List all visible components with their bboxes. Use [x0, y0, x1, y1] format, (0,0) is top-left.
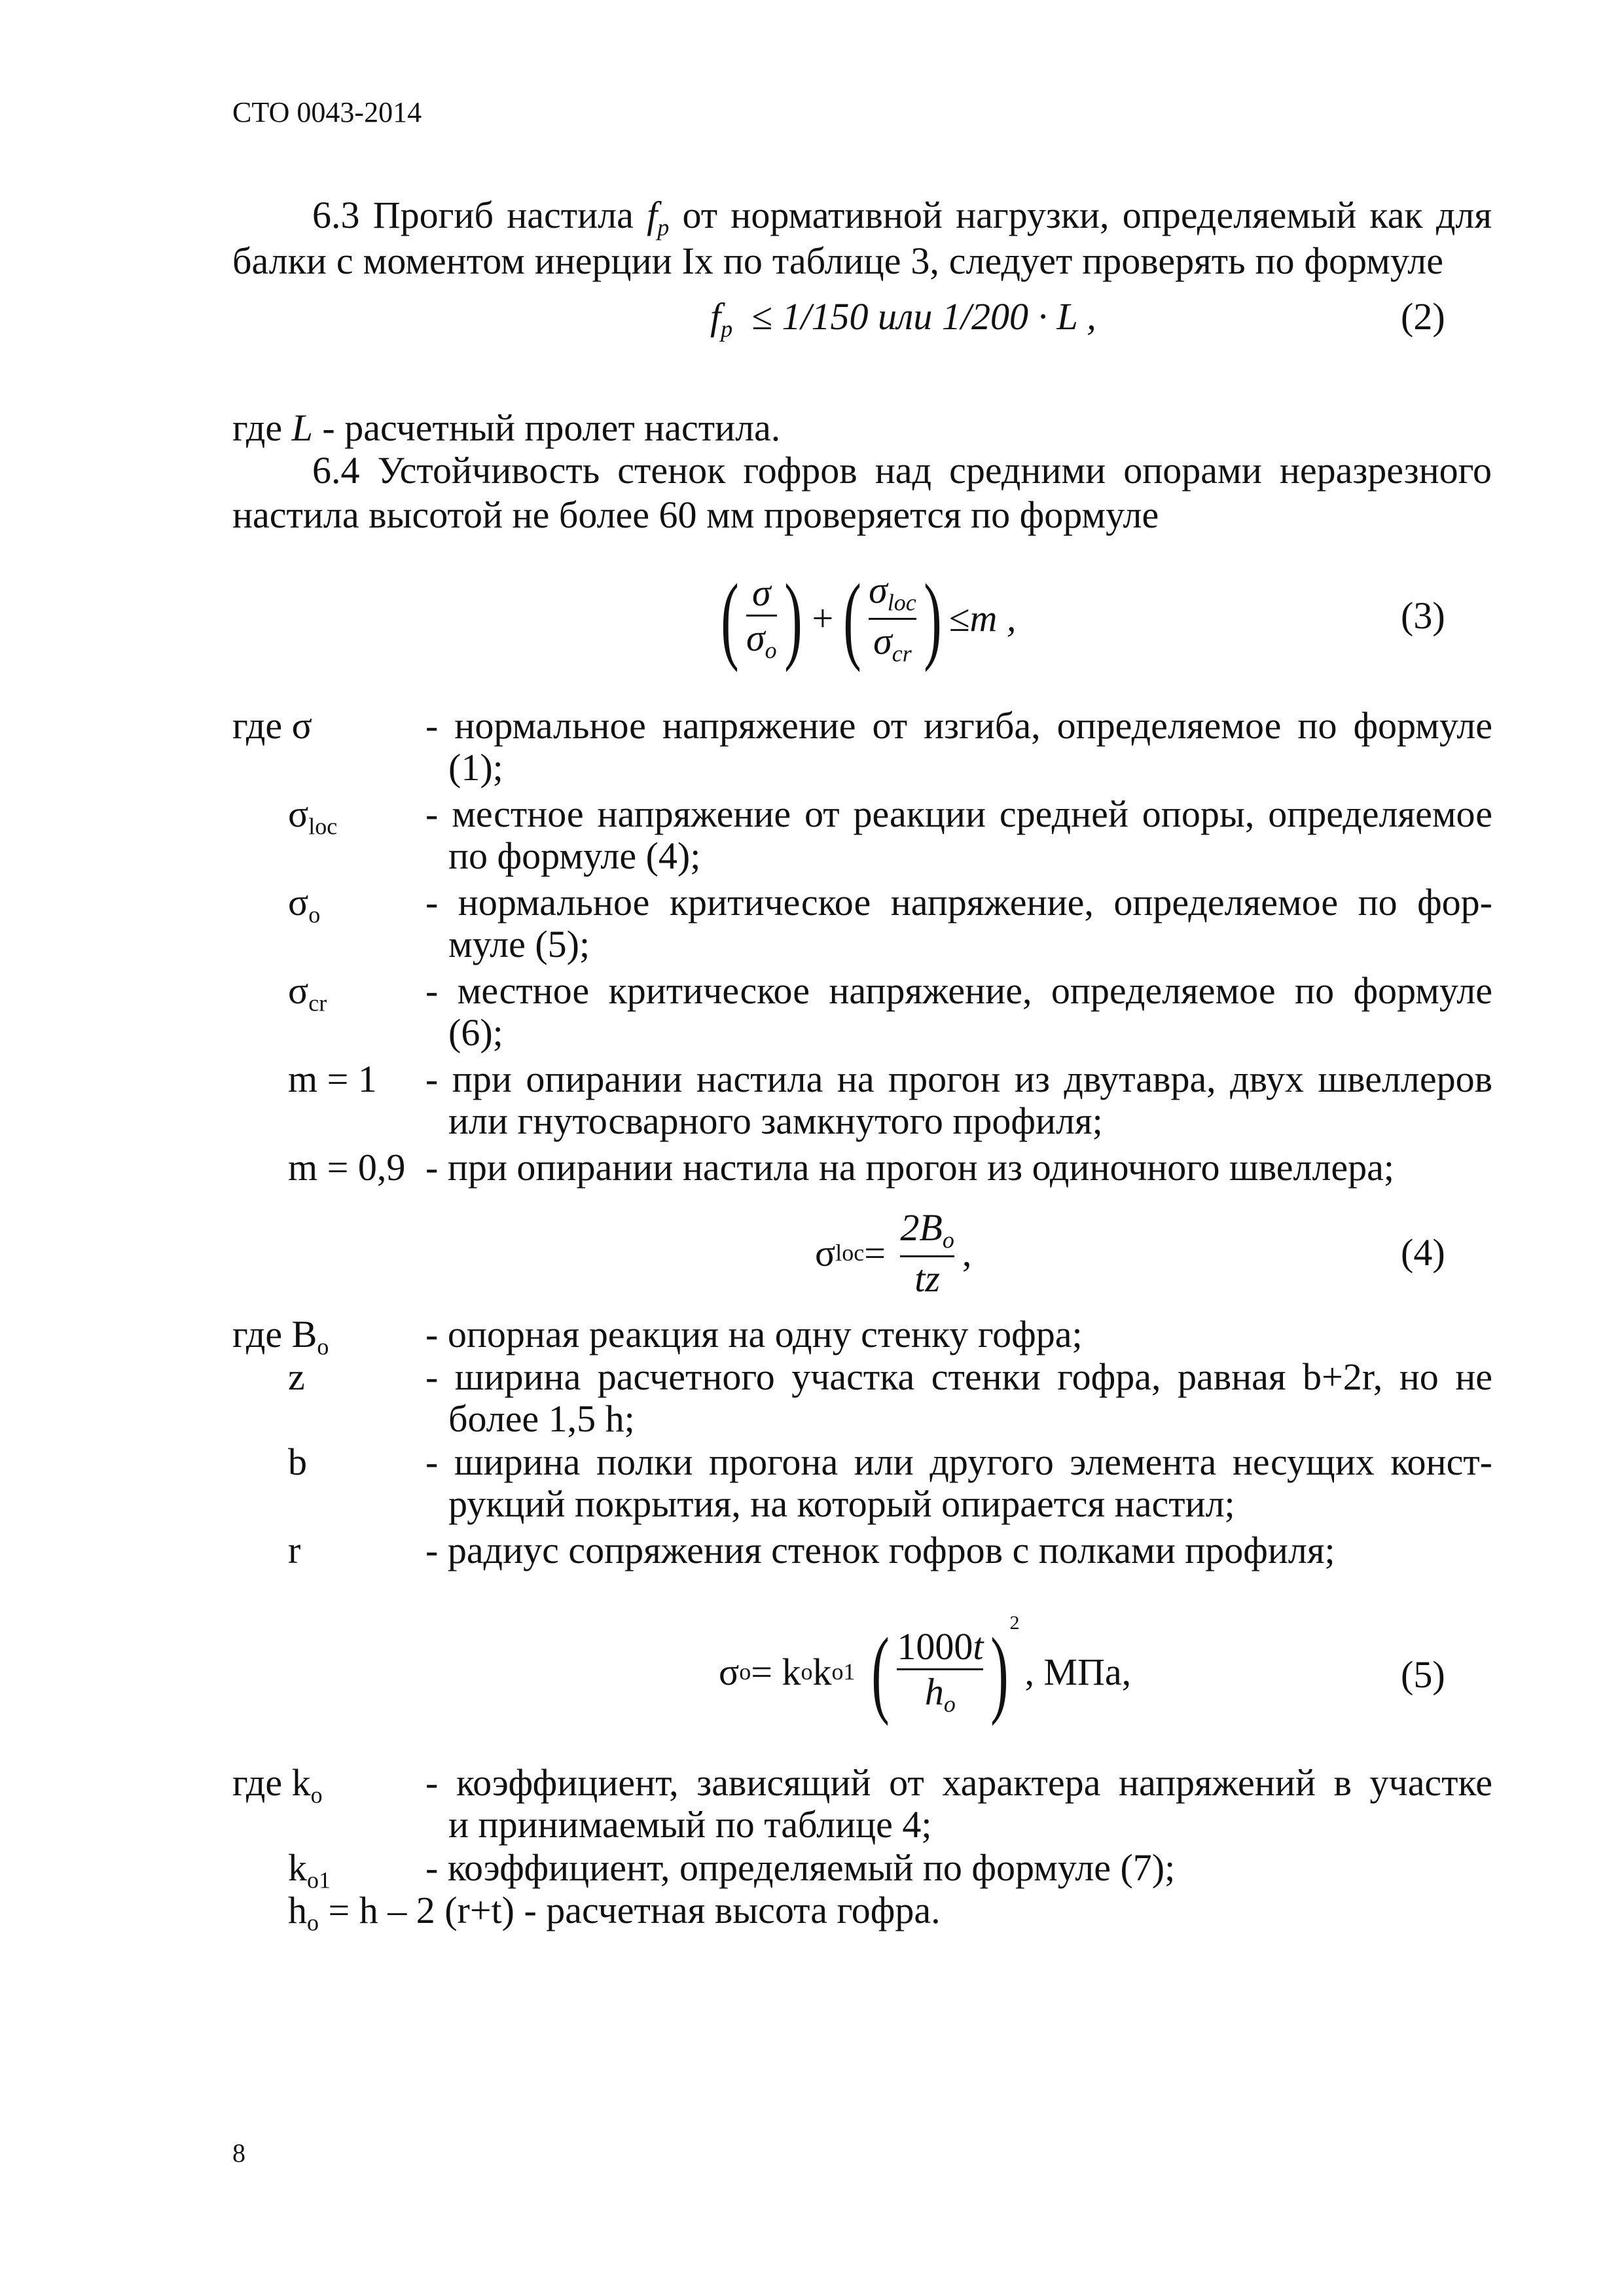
- fraction-1000t-over-ho: $\frac{1000t}{h_o}$: [897, 1625, 984, 1717]
- fraction-sigma-loc-over-sigma-cr: $\frac{\sigma_{loc}}{\sigma_{cr}}$: [869, 569, 916, 666]
- definition-text: - коэффициент, зависящий от характера напряжений в участке: [425, 1761, 1492, 1804]
- fraction-2Bo-over-tz: $\frac{2B_o}{tz}$: [900, 1206, 954, 1300]
- ho-definition-line: $h_o = h - 2$ (r+t) - расчетная высота гофра.: [288, 1889, 941, 1936]
- right-paren: ): [784, 564, 803, 673]
- definition-text-continued: рукций покрытия, на который опирается настил;: [448, 1482, 1235, 1525]
- doc-code-header: СТО 0043-2014: [232, 96, 422, 128]
- formula-2: $f_p \le 1/150$ или 1/200 · L ,: [710, 295, 1096, 342]
- definition-symbol: m = 0,9: [288, 1146, 406, 1189]
- page-number: 8: [232, 2138, 245, 2168]
- definition-symbol: z: [288, 1355, 305, 1398]
- exponent-2: 2: [1009, 1612, 1020, 1634]
- definition-symbol: r: [288, 1529, 301, 1571]
- formula-4: σ loc = $\frac{2B_o}{tz}$ ,: [815, 1206, 972, 1300]
- definition-text: - при опирании настила на прогон из двутавра, двух швеллеров: [425, 1058, 1492, 1100]
- para-6-4-line1: 6.4 Устойчивость стенок гофров над средними опорами неразрезного: [312, 449, 1492, 492]
- definition-text-continued: и принимаемый по таблице 4;: [448, 1803, 932, 1846]
- left-paren: (: [871, 1618, 890, 1727]
- right-paren: ): [923, 564, 942, 673]
- definition-symbol: $\sigma_{cr}$: [288, 969, 327, 1016]
- formula-3-number: (3): [1401, 594, 1445, 637]
- fraction-sigma-over-sigma-o: $\frac{\sigma}{\sigma_o}$: [746, 571, 777, 664]
- definition-text-continued: муле (5);: [448, 923, 590, 965]
- definition-text-continued: (1);: [448, 746, 503, 789]
- definition-text-continued: или гнутосварного замкнутого профиля;: [448, 1100, 1103, 1142]
- definition-text: - местное критическое напряжение, определяемое по формуле: [425, 969, 1492, 1012]
- formula-5: σ o = k o k o1 ( $\frac{1000t}{h_o}$ ) 2 , МПа,: [719, 1612, 1132, 1727]
- definition-text: - нормальное критическое напряжение, определяемое по фор-: [425, 881, 1492, 924]
- definition-symbol: где σ: [232, 704, 312, 747]
- definition-symbol: m = 1: [288, 1058, 377, 1100]
- where-L-line: где L - расчетный пролет настила.: [232, 406, 781, 449]
- definition-symbol: где $B_o$: [232, 1313, 329, 1360]
- definition-text: - радиус сопряжения стенок гофров с полками профиля;: [425, 1529, 1335, 1571]
- definition-text-continued: (6);: [448, 1011, 503, 1054]
- formula-3: ( $\frac{\sigma}{\sigma_o}$ ) + ( $\frac{\sigma_{loc}}{\sigma_{cr}}$ ) ≤m ,: [721, 564, 1017, 673]
- formula-2-number: (2): [1401, 295, 1445, 338]
- definition-text: - местное напряжение от реакции средней опоры, определяемое: [425, 793, 1492, 835]
- definition-text: - опорная реакция на одну стенку гофра;: [425, 1313, 1083, 1355]
- left-paren: (: [843, 564, 861, 673]
- formula-5-number: (5): [1401, 1653, 1445, 1696]
- definition-text: - ширина расчетного участка стенки гофра, равная b+2r, но не: [425, 1355, 1492, 1398]
- para-6-3-line1: 6.3 Прогиб настила $f_p$ от нормативной нагрузки, определяемый как для: [312, 194, 1492, 241]
- definition-text: - нормальное напряжение от изгиба, определяемое по формуле: [425, 704, 1492, 747]
- para-6-4-line2: настила высотой не более 60 мм проверяется по формуле: [232, 493, 1159, 536]
- definition-symbol: $k_{o1}$: [288, 1846, 331, 1893]
- left-paren: (: [721, 564, 739, 673]
- definition-text: - при опирании настила на прогон из одиночного швеллера;: [425, 1146, 1394, 1189]
- right-paren: ): [990, 1618, 1009, 1727]
- definition-symbol: b: [288, 1441, 307, 1483]
- definition-text: - коэффициент, определяемый по формуле (7);: [425, 1846, 1176, 1889]
- definition-symbol: $\sigma_o$: [288, 881, 321, 928]
- definition-symbol: $\sigma_{loc}$: [288, 793, 338, 840]
- definition-text-continued: по формуле (4);: [448, 834, 701, 877]
- definition-text-continued: более 1,5 h;: [448, 1397, 635, 1440]
- para-6-3-line2: балки с моментом инерции Ix по таблице 3, следует проверять по формуле: [232, 240, 1443, 282]
- definition-symbol: где $k_o$: [232, 1761, 323, 1808]
- definition-text: - ширина полки прогона или другого элемента несущих конст-: [425, 1441, 1492, 1483]
- formula-4-number: (4): [1401, 1231, 1445, 1274]
